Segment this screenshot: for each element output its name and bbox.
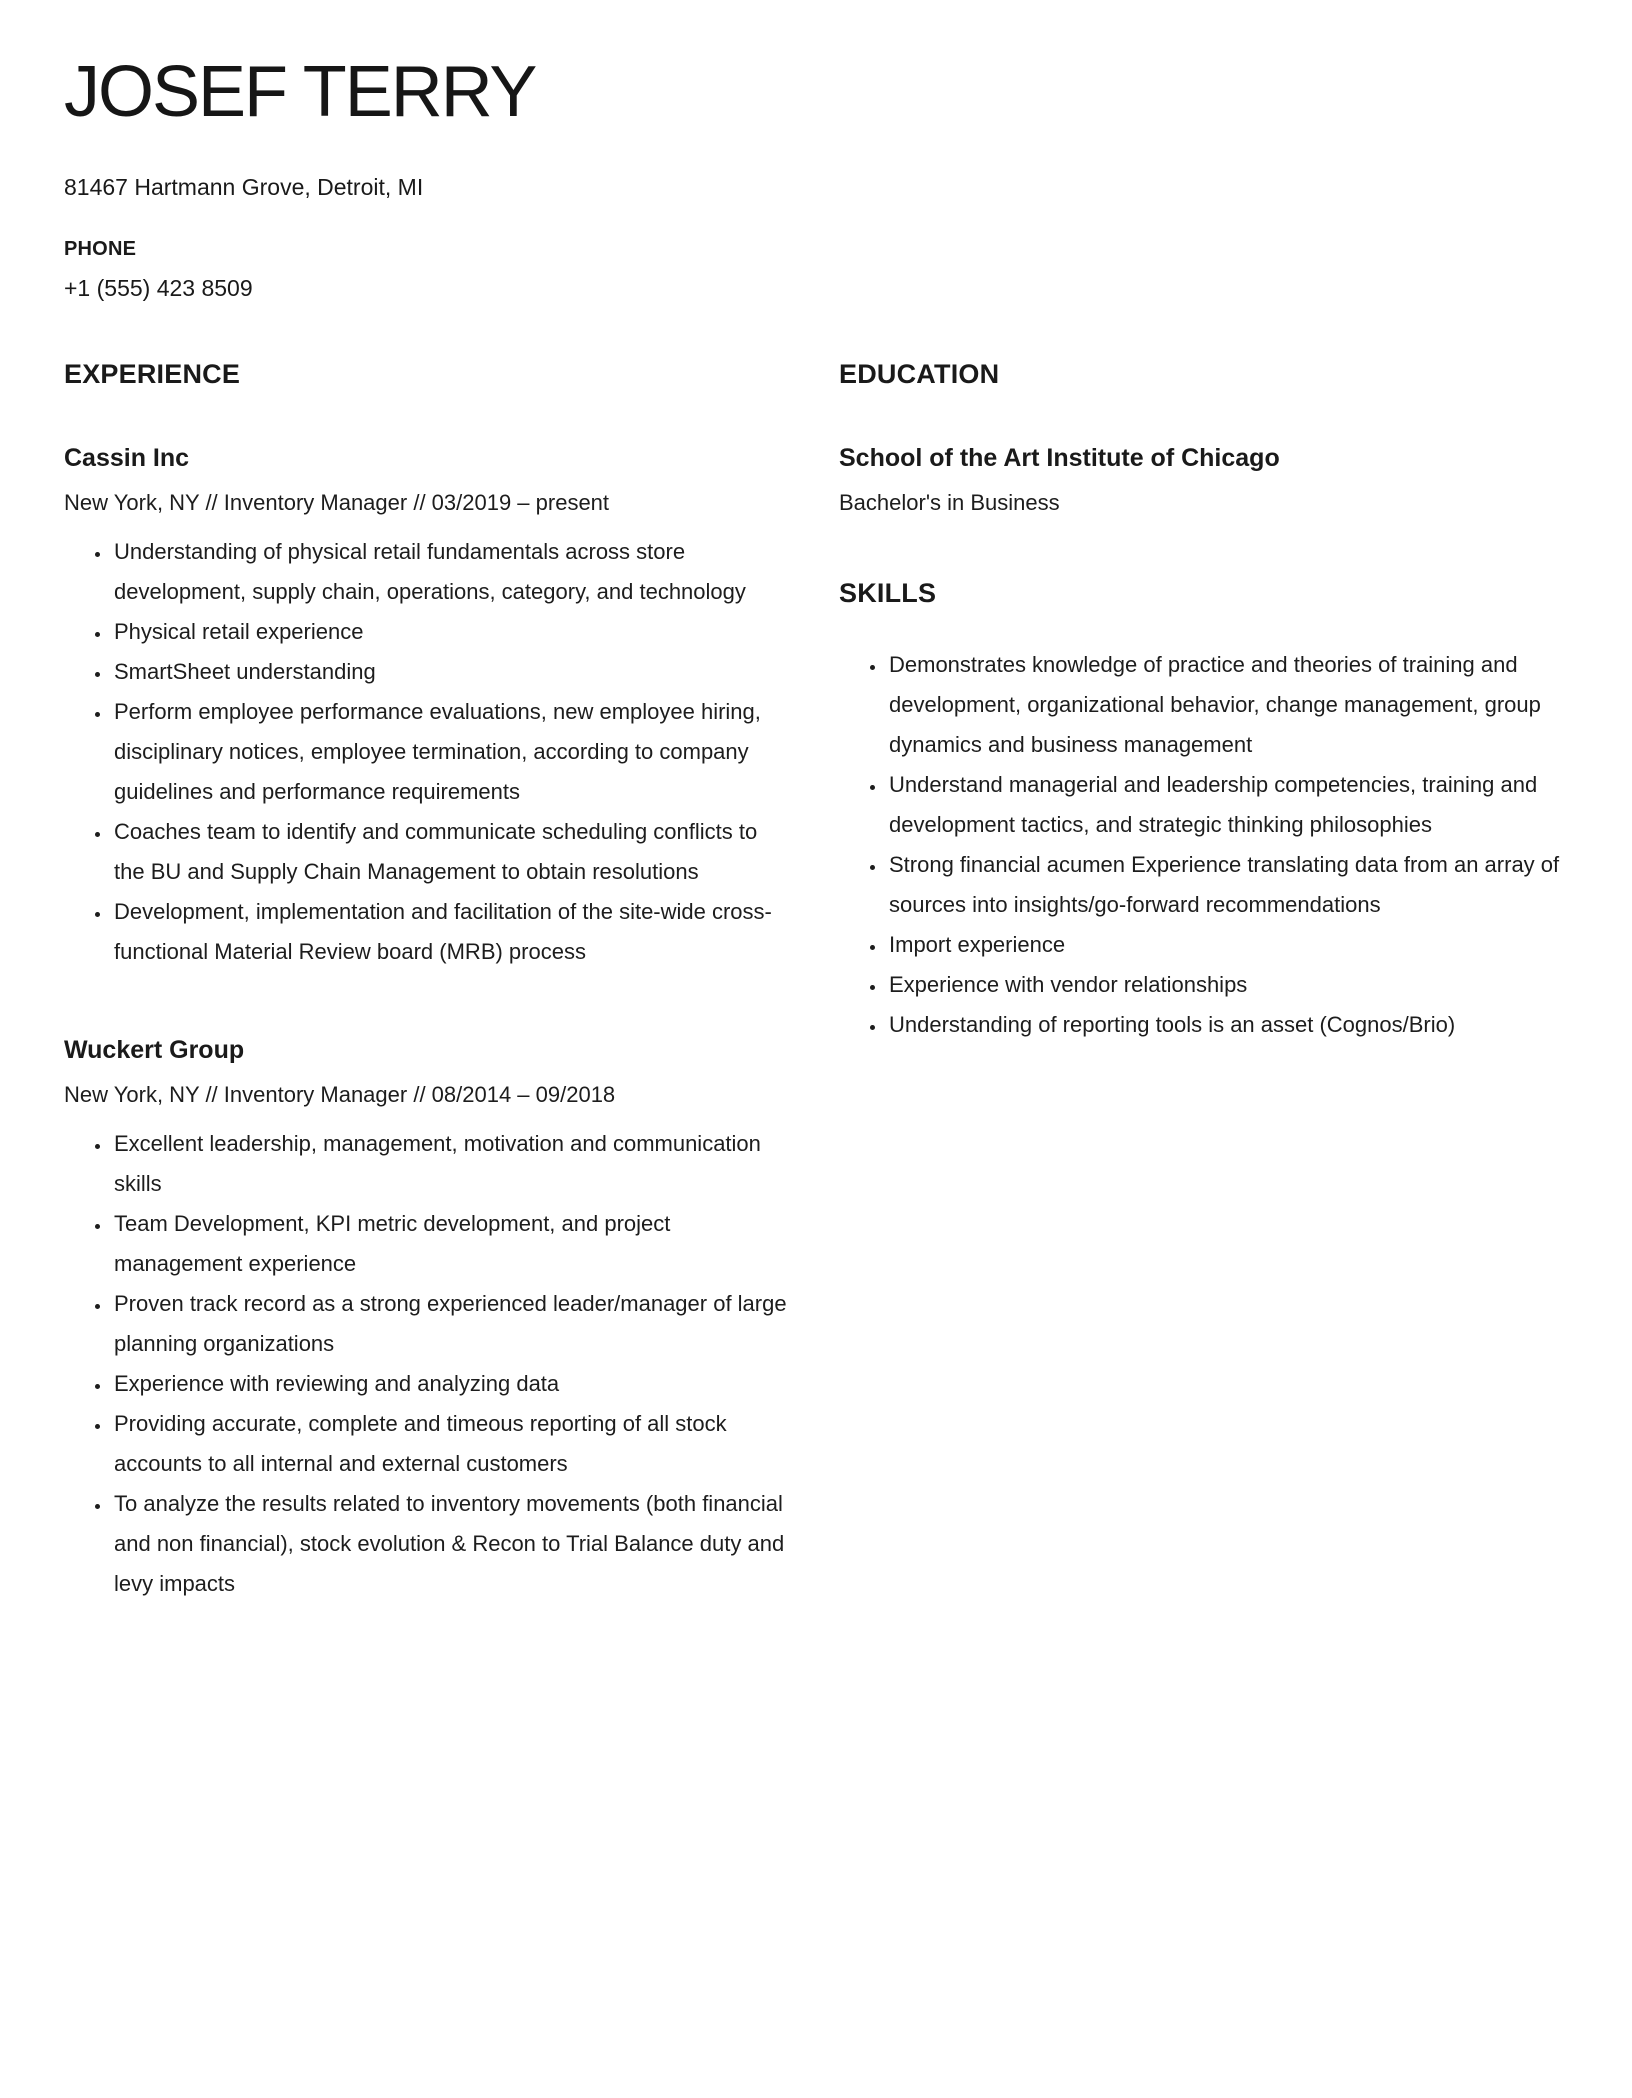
bullet-item: • Team Development, KPI metric development, and project management experience [112, 1204, 793, 1284]
bullet-item: • Providing accurate, complete and timeous reporting of all stock accounts to all internal and external customers [112, 1404, 793, 1484]
bullet-item: • Coaches team to identify and communicate scheduling conflicts to the BU and Supply Chain Management to obtain resolutions [112, 812, 793, 892]
bullet-item: • Physical retail experience [112, 612, 793, 652]
bullet-item: • Excellent leadership, management, motivation and communication skills [112, 1124, 793, 1204]
address: 81467 Hartmann Grove, Detroit, MI [64, 174, 424, 200]
bullet-item: • Strong financial acumen Experience translating data from an array of sources into insights/go-forward recommendations [887, 845, 1568, 925]
school-name: School of the Art Institute of Chicago [839, 444, 1280, 472]
job-cassin-inc [64, 442, 793, 972]
experience-column [64, 359, 793, 1604]
bullet-item: • Understand managerial and leadership competencies, training and development tactics, and strategic thinking philosophies [887, 765, 1568, 845]
bullet-item: • Perform employee performance evaluations, new employee hiring, disciplinary notices, employee termination, according to company guidelines and performance requirements [112, 692, 793, 812]
candidate-name: JOSEF TERRY [64, 52, 536, 132]
resume-header [64, 52, 1568, 303]
phone-label: PHONE [64, 238, 137, 260]
job-wuckert-group [64, 1034, 793, 1604]
bullet-item: • Understanding of reporting tools is an asset (Cognos/Brio) [887, 1005, 1568, 1045]
skills-bullet-list [839, 645, 1568, 1045]
phone-number: +1 (555) 423 8509 [64, 275, 253, 301]
job-meta: New York, NY // Inventory Manager // 03/2019 – present [64, 490, 610, 515]
bullet-item: • Demonstrates knowledge of practice and theories of training and development, organizational behavior, change management, group dynamics and business management [887, 645, 1568, 765]
bullet-item: • SmartSheet understanding [112, 652, 793, 692]
job-bullet-list [64, 1124, 793, 1604]
content-columns [64, 359, 1568, 1604]
job-meta: New York, NY // Inventory Manager // 08/2014 – 09/2018 [64, 1082, 616, 1107]
degree: Bachelor's in Business [839, 490, 1060, 515]
bullet-item: • Proven track record as a strong experienced leader/manager of large planning organizations [112, 1284, 793, 1364]
education-entry [839, 442, 1568, 518]
skills-heading: SKILLS [839, 578, 937, 608]
education-skills-column [839, 359, 1568, 1045]
job-bullet-list [64, 532, 793, 972]
bullet-item: • Understanding of physical retail fundamentals across store development, supply chain, operations, category, and technology [112, 532, 793, 612]
bullet-item: • Experience with vendor relationships [887, 965, 1568, 1005]
company-name: Cassin Inc [64, 444, 190, 472]
bullet-item: • To analyze the results related to inventory movements (both financial and non financial), stock evolution & Recon to Trial Balance duty and levy impacts [112, 1484, 793, 1604]
bullet-item: • Development, implementation and facilitation of the site-wide cross-functional Material Review board (MRB) process [112, 892, 793, 972]
experience-heading: EXPERIENCE [64, 359, 241, 389]
education-heading: EDUCATION [839, 359, 1000, 389]
bullet-item: • Import experience [887, 925, 1568, 965]
company-name: Wuckert Group [64, 1036, 245, 1064]
bullet-item: • Experience with reviewing and analyzing data [112, 1364, 793, 1404]
